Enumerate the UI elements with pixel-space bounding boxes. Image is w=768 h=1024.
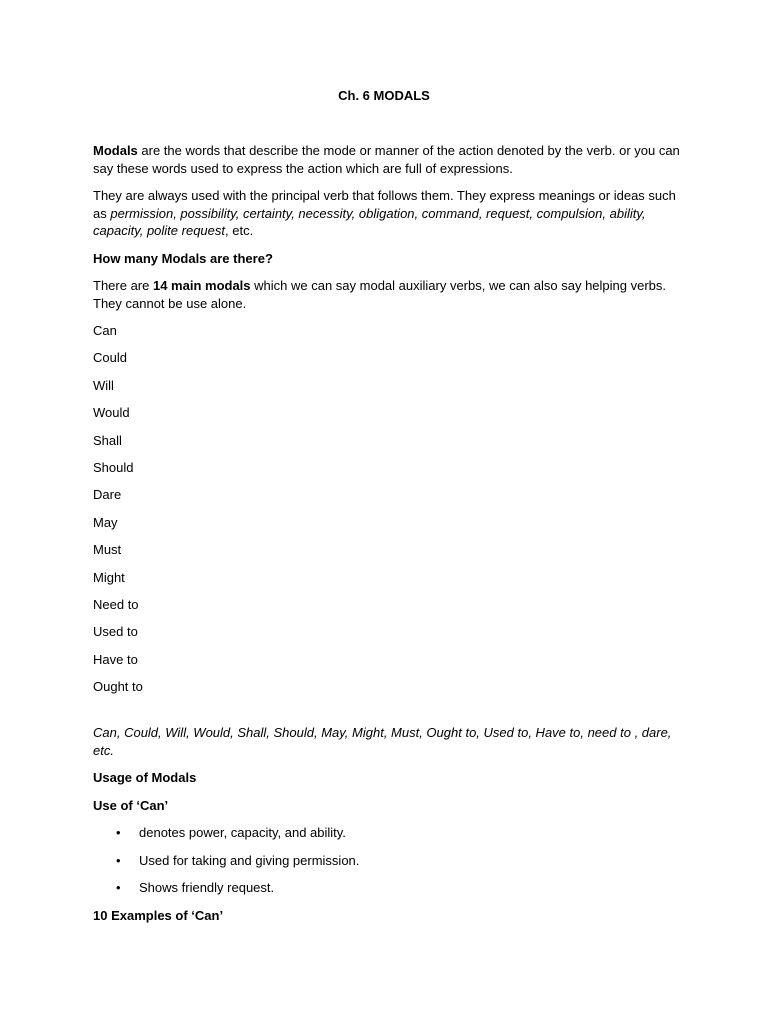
modal-list-item: May (93, 514, 118, 530)
how-many-lead: There are (93, 278, 153, 293)
bullet-item (93, 879, 683, 906)
page-title: Ch. 6 MODALS (338, 88, 430, 103)
intro-text: are the words that describe the mode or manner of the action denoted by the verb. or you can say these words used to express the action which are full of expressions. (93, 143, 680, 176)
modal-list-item: Would (93, 405, 130, 421)
principal-verb-lead: They are always used with the principal verb that follows them. They express meanings or ideas such as (93, 188, 676, 221)
modals-list (93, 322, 683, 705)
modal-list-item: Have to (93, 651, 138, 667)
modal-list-item: Could (93, 350, 127, 366)
modals-summary: Can, Could, Will, Would, Shall, Should, May, Might, Must, Ought to, Used to, Have to, need to , dare, etc. (93, 725, 672, 758)
how-many-heading: How many Modals are there? (93, 250, 273, 266)
modal-list-item: Might (93, 569, 125, 585)
bullet-text: Used for taking and giving permission. (139, 852, 360, 868)
use-of-can-heading: Use of ‘Can’ (93, 797, 169, 813)
how-many-text: which we can say modal auxiliary verbs, we can also say helping verbs. They cannot be use alone. (93, 278, 667, 311)
bullet-text: Shows friendly request. (139, 880, 275, 896)
modal-list-item: Shall (93, 432, 122, 448)
modal-list-item: Should (93, 459, 134, 475)
how-many-paragraph (93, 277, 683, 312)
modal-list-item: Used to (93, 624, 138, 640)
bullet-icon: • (116, 825, 121, 841)
bullet-item (93, 852, 683, 879)
usage-heading: Usage of Modals (93, 770, 197, 786)
intro-paragraph (93, 142, 683, 177)
principal-verb-tail: , etc. (225, 223, 254, 238)
modal-list-item: Dare (93, 487, 122, 503)
can-uses-list (93, 824, 683, 906)
document-body (93, 142, 683, 934)
modal-list-item: Need to (93, 596, 139, 612)
bullet-icon: • (116, 880, 121, 896)
examples-heading: 10 Examples of ‘Can’ (93, 907, 224, 923)
modal-list-item: Will (93, 377, 114, 393)
modal-list-item: Ought to (93, 679, 143, 695)
principal-verb-paragraph (93, 187, 683, 240)
bullet-text: denotes power, capacity, and ability. (139, 825, 346, 841)
modal-list-item: Must (93, 542, 122, 558)
bullet-item (93, 824, 683, 851)
bullet-icon: • (116, 852, 121, 868)
modal-list-item: Can (93, 323, 117, 338)
blank-line (93, 705, 683, 724)
modal-count-phrase: 14 main modals (152, 278, 251, 293)
modals-term: Modals (93, 143, 138, 158)
modal-meanings-list: permission, possibility, certainty, necessity, obligation, command, request, compulsion, ability, capacity, polite request (93, 205, 646, 238)
